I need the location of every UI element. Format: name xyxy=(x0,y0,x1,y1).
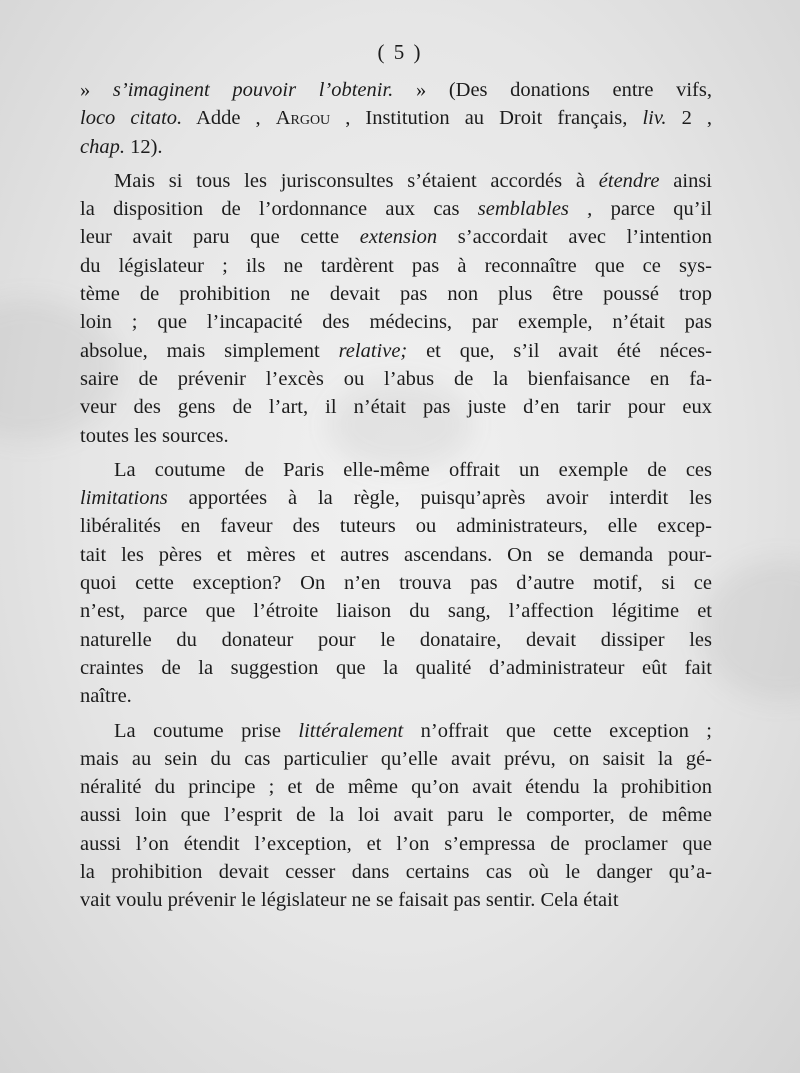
text-line xyxy=(80,133,712,161)
text-run: Adde , xyxy=(182,107,276,130)
text-run: s’accordait avec l’intention xyxy=(437,226,712,249)
text-run: La coutume prise xyxy=(114,719,299,742)
text-line xyxy=(80,773,712,801)
text-line xyxy=(80,484,712,512)
text-run: loin ; que l’incapacité des médecins, par exemple, n’était pas xyxy=(80,311,712,334)
text-line xyxy=(80,308,712,336)
paper-stain xyxy=(700,560,800,700)
text-run: tait les pères et mères et autres ascendans. On se demanda pour- xyxy=(80,543,712,566)
text-run: craintes de la suggestion que la qualité d’administrateur eût fait xyxy=(80,656,712,679)
text-run: mais au sein du cas particulier qu’elle avait prévu, on saisit la gé- xyxy=(80,747,712,770)
text-line xyxy=(80,167,712,195)
paragraph xyxy=(80,76,712,161)
text-run: veur des gens de l’art, il n’était pas juste d’en tarir pour eux xyxy=(80,396,712,419)
text-line xyxy=(80,626,712,654)
text-run: 12). xyxy=(124,135,163,158)
paragraph xyxy=(80,167,712,450)
text-line xyxy=(80,422,712,450)
italic-text: liv. xyxy=(642,107,667,130)
page-number: ( 5 ) xyxy=(377,40,423,64)
text-run: Mais si tous les jurisconsultes s’étaient accordés à xyxy=(114,169,599,192)
text-run: libéralités en faveur des tuteurs ou administrateurs, elle excep- xyxy=(80,515,712,538)
text-run: leur avait paru que cette xyxy=(80,226,360,249)
italic-text: littéralement xyxy=(298,719,404,742)
text-line xyxy=(80,745,712,773)
text-line xyxy=(80,195,712,223)
text-run: du législateur ; ils ne tardèrent pas à reconnaître que ce sys- xyxy=(80,254,712,277)
text-line xyxy=(80,280,712,308)
text-line xyxy=(80,223,712,251)
text-line xyxy=(80,858,712,886)
italic-text: semblables , xyxy=(477,198,593,221)
text-line xyxy=(80,830,712,858)
text-run: tème de prohibition ne devait pas non plus être poussé trop xyxy=(80,283,712,306)
text-run: 2 , xyxy=(666,107,713,130)
document-body xyxy=(80,76,712,915)
text-line xyxy=(80,512,712,540)
text-line xyxy=(80,76,712,104)
text-run: aussi l’on étendit l’exception, et l’on s’empressa de proclamer que xyxy=(80,832,712,855)
text-run: » xyxy=(80,79,113,101)
text-run: toutes les sources. xyxy=(80,424,229,447)
text-line xyxy=(80,337,712,365)
text-run: et que, s’il avait été néces- xyxy=(407,339,712,362)
text-line xyxy=(80,456,712,484)
text-run: ainsi xyxy=(659,169,712,192)
text-run: n’est, parce que l’étroite liaison du sang, l’affection légitime et xyxy=(80,600,712,623)
text-line xyxy=(80,801,712,829)
text-run: absolue, mais simplement xyxy=(80,339,339,362)
text-run: aussi loin que l’esprit de la loi avait paru le comporter, de même xyxy=(80,804,712,827)
text-line xyxy=(80,365,712,393)
text-run: apportées à la règle, puisqu’après avoir interdit les xyxy=(167,487,712,510)
italic-text: loco citato. xyxy=(80,107,183,130)
text-run: , Institution au Droit français, xyxy=(330,107,643,130)
text-line xyxy=(80,886,712,914)
text-run: Argou xyxy=(275,107,331,130)
text-run: saire de prévenir l’excès ou l’abus de la bienfaisance en fa- xyxy=(80,367,712,390)
italic-text: étendre xyxy=(598,169,660,192)
text-run: naître. xyxy=(80,685,132,708)
text-run: quoi cette exception? On n’en trouva pas d’autre motif, si ce xyxy=(80,572,712,595)
text-run: La coutume de Paris elle-même offrait un exemple de ces xyxy=(114,458,712,481)
text-line xyxy=(80,654,712,682)
text-run: parce qu’il xyxy=(592,198,712,221)
italic-text: s’imaginent pouvoir l’obtenir. xyxy=(112,79,394,101)
italic-text: extension xyxy=(359,226,438,249)
text-run: néralité du principe ; et de même qu’on avait étendu la prohibition xyxy=(80,776,712,799)
text-line xyxy=(80,717,712,745)
paragraph xyxy=(80,456,712,711)
italic-text: chap. xyxy=(80,135,125,158)
text-line xyxy=(80,541,712,569)
text-run: » (Des donations entre vifs, xyxy=(393,79,712,101)
text-run: vait voulu prévenir le législateur ne se faisait pas sentir. Cela était xyxy=(80,889,619,912)
text-line xyxy=(80,393,712,421)
text-run: naturelle du donateur pour le donataire, devait dissiper les xyxy=(80,628,712,651)
text-line xyxy=(80,104,712,132)
italic-text: relative; xyxy=(338,339,408,362)
text-run: la prohibition devait cesser dans certains cas où le danger qu’a- xyxy=(80,861,712,884)
text-run: n’offrait que cette exception ; xyxy=(403,719,712,742)
paragraph xyxy=(80,717,712,915)
italic-text: limitations xyxy=(80,487,168,510)
text-run: la disposition de l’ordonnance aux cas xyxy=(80,198,478,221)
text-line xyxy=(80,252,712,280)
text-line xyxy=(80,569,712,597)
text-line xyxy=(80,597,712,625)
text-line xyxy=(80,682,712,710)
